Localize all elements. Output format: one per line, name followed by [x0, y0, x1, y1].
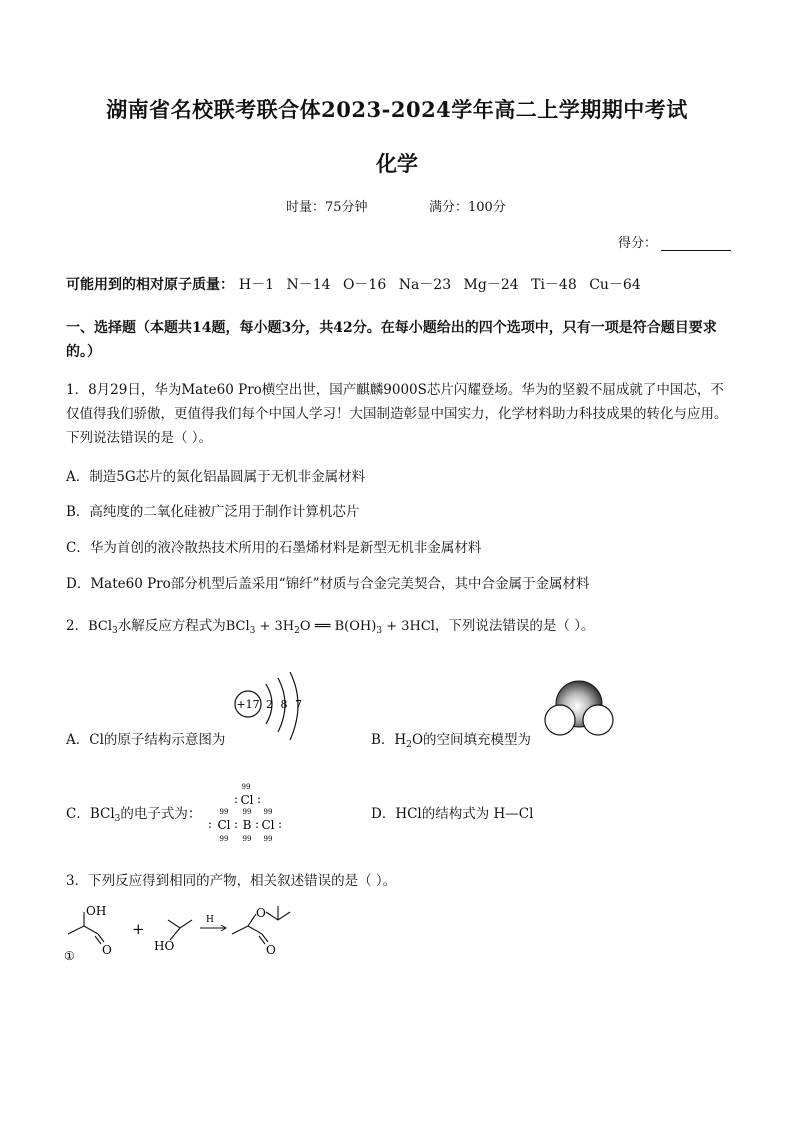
isopropanol-ho-label: HO: [154, 939, 175, 953]
sub-2: 2: [294, 626, 300, 636]
subject-title: 化学: [376, 151, 418, 176]
chlorine-atom-diagram: [228, 672, 308, 744]
dots-top: 99: [241, 783, 251, 791]
question-2-text-1: 水解反应方程式为: [117, 618, 226, 634]
colon-d: :: [278, 817, 283, 831]
dots-l2: 99: [219, 835, 229, 843]
boron-atom: B: [242, 818, 252, 832]
colon-left-top: :: [234, 792, 239, 806]
ester-carbonyl-o: O: [266, 943, 276, 957]
dots-r1: 99: [263, 808, 273, 816]
cl-left: Cl: [217, 818, 231, 832]
eq-boh3: B(OH): [330, 619, 377, 634]
cl-top: Cl: [240, 793, 254, 807]
score-label: 得分：: [618, 236, 658, 251]
option-c-text-2: 的电子式为：: [120, 806, 202, 822]
question-1-option-a: A．制造5G芯片的氮化铝晶圆属于无机非金属材料: [66, 469, 366, 485]
hydrogen-sphere-left: [545, 705, 575, 735]
question-2-option-d: D．HCl的结构式为 H—Cl: [371, 806, 534, 822]
formula-bcl3: BCl: [88, 619, 112, 634]
question-2-text-2: ，下列说法错误的是（ ）。: [434, 618, 595, 634]
cl-right: Cl: [261, 818, 275, 832]
question-1-option-d: D．Mate60 Pro部分机型后盖采用“锦纤”材质与合金完美契合，其中合金属于金属材料: [66, 576, 590, 592]
full-score: 满分：100分: [429, 200, 506, 215]
atomic-masses: [66, 274, 641, 294]
colon-a: :: [208, 817, 213, 831]
question-2-option-c: [66, 802, 201, 822]
sub-3: 3: [376, 626, 383, 636]
question-1-stem: 1．8月29日，华为Mate60 Pro横空出世，国产麒麟9000S芯片闪耀登场。华为的坚毅不屈成就了中国芯，不仅值得我们骄傲，更值得我们每个中国人学习！大国制造彰显中国实力，化学材料助力科技成果的转化与应用。下列说法错误的是（ ）。: [66, 382, 728, 446]
question-2-stem: [66, 614, 594, 634]
colon-right-top: :: [257, 792, 262, 806]
atomic-masses-label: 可能用到的相对原子质量：: [66, 277, 234, 293]
question-1-option-c: C．华为首创的液冷散热技术所用的石墨烯材料是新型无机非金属材料: [66, 540, 482, 556]
eq-hcl: + 3HCl: [382, 619, 435, 634]
colon-b: :: [234, 817, 239, 831]
dots-m1: 99: [242, 808, 252, 816]
bcl3-electron-formula: [204, 780, 288, 844]
option-c-text: C．BCl: [66, 806, 115, 822]
water-space-filling-model: [543, 680, 615, 742]
ester-o-bond: [248, 914, 256, 926]
option-b-text-2: O的空间填充模型为: [411, 732, 532, 748]
score-field: [618, 232, 731, 251]
question-3-stem: 3．下列反应得到相同的产物，相关叙述错误的是（ ）。: [66, 873, 397, 889]
page-title: 湖南省名校联考联合体2023-2024学年高二上学期期中考试: [106, 97, 688, 122]
atomic-masses-values: H－1 N－14 O－16 Na－23 Mg－24 Ti－48 Cu－64: [238, 277, 641, 293]
catalyst-label: H: [206, 915, 214, 925]
isopropanol-skeleton: [168, 920, 192, 928]
score-blank: [661, 236, 731, 251]
colon-c: :: [255, 817, 260, 831]
dots-r2: 99: [263, 835, 273, 843]
question-2-option-b: [371, 728, 531, 748]
acid-o-label: O: [102, 943, 112, 957]
plus-sign: +: [132, 920, 145, 938]
question-2-option-a: A．Cl的原子结构示意图为: [66, 732, 226, 748]
eq-arrow: ══: [314, 619, 331, 634]
dots-m2: 99: [242, 835, 252, 843]
sub-3: 3: [112, 626, 118, 636]
exam-time: 时量：75分钟: [286, 200, 368, 215]
dots-l1: 99: [219, 808, 229, 816]
section-heading: 一、选择题（本题共14题，每小题3分，共42分。在每小题给出的四个选项中，只有一项是符合题目要求的。）: [66, 320, 717, 360]
sub-3: 3: [249, 626, 256, 636]
sub-2: 2: [406, 740, 412, 750]
option-b-text: B．H: [371, 732, 407, 748]
ester-acyl-skeleton: [232, 926, 262, 934]
question-1-option-b: B．高纯度的二氧化硅被广泛用于制作计算机芯片: [66, 504, 360, 520]
acid-oh-label: OH: [86, 904, 107, 918]
reaction-number: ①: [64, 949, 75, 963]
nucleus-label: +17: [236, 698, 260, 711]
question-2-number: 2．: [66, 618, 89, 634]
eq-bcl3: BCl: [225, 619, 250, 634]
ester-o-label: O: [256, 906, 266, 920]
acetic-acid-skeleton: [68, 926, 98, 934]
hydrogen-sphere-right: [583, 705, 613, 735]
eq-h2o: + 3H: [255, 619, 295, 634]
reaction-1-scheme: [60, 898, 340, 966]
eq-o: O: [299, 619, 311, 634]
sub-3: 3: [114, 814, 121, 824]
shell-electrons: 2 8 7: [266, 698, 302, 711]
